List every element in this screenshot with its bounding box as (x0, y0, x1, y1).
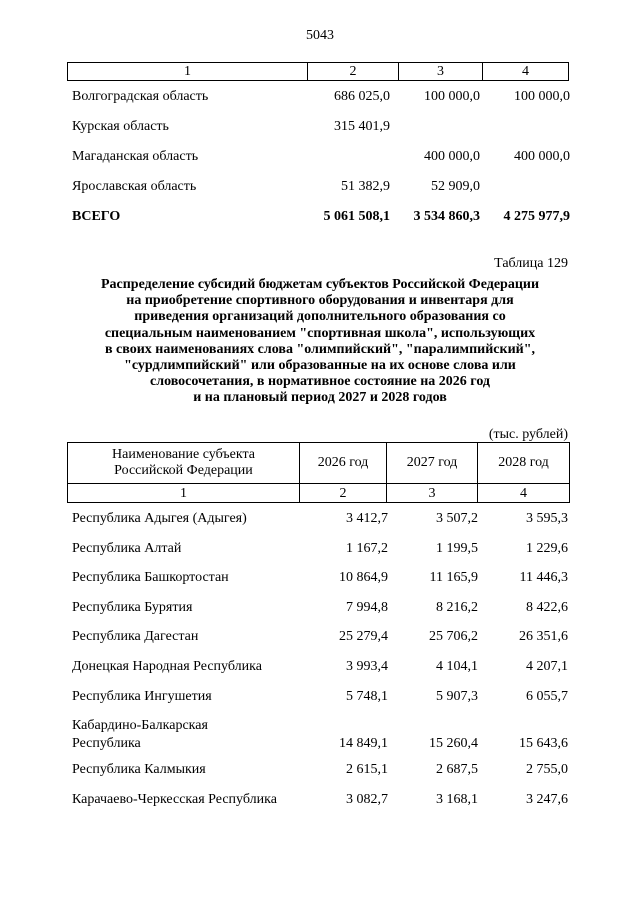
region-name: Республика Адыгея (Адыгея) (72, 511, 247, 526)
value-2028: 11 446,3 (519, 570, 568, 586)
header-line: Российской Федерации (114, 463, 253, 478)
column-number: 3 (399, 63, 483, 80)
region-name: Республика Ингушетия (72, 688, 212, 704)
value-col-2: 51 382,9 (341, 179, 390, 194)
value-2028: 6 055,7 (526, 688, 568, 704)
table-row (72, 628, 570, 658)
table-row (72, 761, 570, 791)
value-2028: 15 643,6 (519, 736, 568, 752)
header-2026: 2026 год (300, 443, 387, 483)
value-2027: 1 199,5 (436, 540, 478, 556)
title-line: словосочетания, в нормативное состояние на 2026 год (150, 374, 490, 390)
value-2026: 7 994,8 (346, 599, 388, 615)
total-col-4: 4 275 977,9 (503, 209, 570, 224)
title-line: Распределение субсидий бюджетам субъектов Российской Федерации (100, 277, 540, 292)
title-line: специальным наименованием "спортивная школа", использующих (104, 325, 536, 341)
header-region-name (68, 443, 300, 483)
value-2027: 4 104,1 (436, 658, 478, 674)
value-2027: 3 507,2 (436, 511, 478, 526)
value-2027: 8 216,2 (436, 599, 478, 615)
column-number: 1 (68, 63, 308, 80)
total-label: ВСЕГО (72, 209, 121, 224)
value-2028: 3 247,6 (526, 791, 568, 807)
table-header (67, 442, 570, 503)
table-row (72, 149, 570, 169)
value-2026: 2 615,1 (346, 762, 388, 778)
region-name (72, 717, 208, 753)
column-number: 4 (522, 64, 529, 79)
table-body (72, 510, 570, 820)
column-number: 2 (308, 63, 399, 80)
region-name: Ярославская область (72, 179, 197, 194)
region-name: Курская область (72, 119, 169, 134)
title-line: приведения организаций дополнительного образования со (134, 309, 506, 325)
region-name: Карачаево-Черкесская Республика (72, 791, 277, 807)
region-name-line: Кабардино-Балкарская (72, 718, 208, 734)
value-col-3: 100 000,0 (424, 89, 480, 104)
table-row (72, 791, 570, 821)
table-row (72, 717, 570, 761)
value-col-4: 400 000,0 (514, 149, 570, 164)
table-row (72, 510, 570, 540)
units-label: (тыс. рублей) (488, 427, 568, 442)
value-2028: 4 207,1 (526, 658, 568, 674)
value-2027: 2 687,5 (436, 762, 478, 778)
page-number: 5043 (306, 28, 334, 43)
table-row (72, 119, 570, 139)
table-row (72, 658, 570, 688)
table-row (72, 179, 570, 199)
table-row (72, 89, 570, 109)
value-2026: 25 279,4 (339, 629, 388, 645)
total-col-2: 5 061 508,1 (323, 209, 390, 224)
value-col-4: 100 000,0 (514, 89, 570, 104)
region-name: Республика Дагестан (72, 629, 199, 645)
value-col-3: 52 909,0 (431, 179, 480, 194)
value-col-2: 315 401,9 (334, 119, 390, 134)
value-2027: 3 168,1 (436, 791, 478, 807)
value-2027: 5 907,3 (436, 688, 478, 704)
header-line: Наименование субъекта (112, 447, 255, 462)
value-2026: 1 167,2 (346, 540, 388, 556)
region-name: Магаданская область (72, 149, 199, 164)
table-title (60, 277, 580, 407)
region-name: Донецкая Народная Республика (72, 658, 262, 674)
table-row (72, 599, 570, 629)
value-2028: 1 229,6 (526, 540, 568, 556)
header-2027: 2027 год (387, 443, 478, 483)
header-2028: 2028 год (498, 455, 549, 470)
column-number: 1 (68, 484, 300, 502)
region-name: Республика Алтай (72, 540, 182, 556)
table-row (72, 540, 570, 570)
region-name: Республика Бурятия (72, 599, 193, 615)
value-col-2: 686 025,0 (334, 89, 390, 104)
value-col-3: 400 000,0 (424, 149, 480, 164)
value-2027: 15 260,4 (429, 736, 478, 752)
table-row (72, 688, 570, 718)
total-row (72, 209, 570, 229)
value-2028: 2 755,0 (526, 762, 568, 778)
value-2026: 3 082,7 (346, 791, 388, 807)
title-line: на приобретение спортивного оборудования и инвентаря для (126, 293, 514, 309)
value-2026: 5 748,1 (346, 688, 388, 704)
column-number: 3 (387, 484, 478, 502)
value-2027: 25 706,2 (429, 629, 478, 645)
value-2026: 10 864,9 (339, 570, 388, 586)
column-number: 2 (300, 484, 387, 502)
continuation-column-numbers (67, 62, 569, 81)
title-line: и на плановый период 2027 и 2028 годов (193, 390, 447, 406)
region-name: Республика Башкортостан (72, 570, 229, 586)
total-col-3: 3 534 860,3 (413, 209, 480, 224)
value-2028: 8 422,6 (526, 599, 568, 615)
value-2026: 14 849,1 (339, 736, 388, 752)
value-2028: 3 595,3 (526, 511, 568, 526)
value-2026: 3 993,4 (346, 658, 388, 674)
title-line: в своих наименованиях слова "олимпийский", "паралимпийский", (105, 341, 535, 357)
region-name-line: Республика (72, 736, 141, 752)
table-row (72, 569, 570, 599)
value-2028: 26 351,6 (519, 629, 568, 645)
column-number: 4 (520, 485, 527, 501)
value-2026: 3 412,7 (346, 511, 388, 526)
value-2027: 11 165,9 (429, 570, 478, 586)
table-label: Таблица 129 (494, 256, 568, 271)
region-name: Волгоградская область (72, 89, 209, 104)
region-name: Республика Калмыкия (72, 762, 206, 778)
title-line: "сурдлимпийский" или образованные на их основе слова или (124, 358, 516, 374)
